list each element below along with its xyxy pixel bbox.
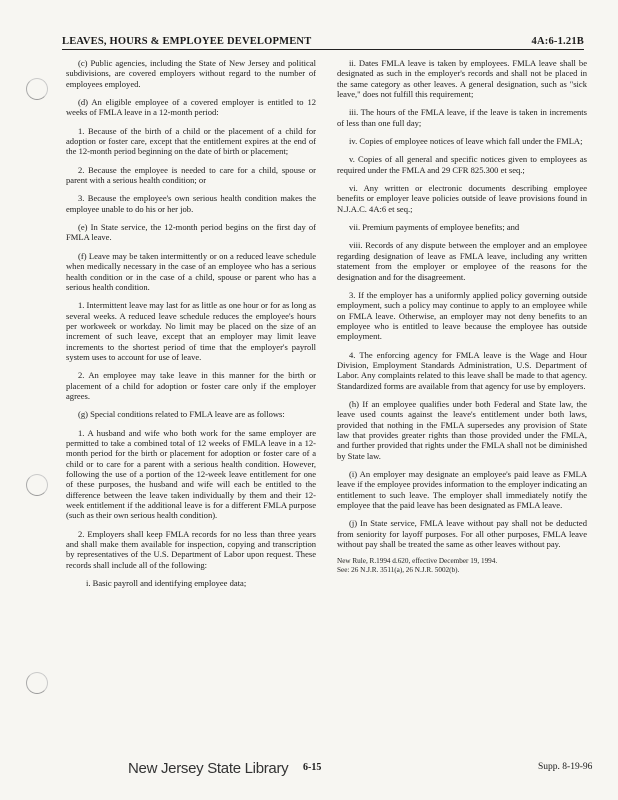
running-header xyxy=(62,36,584,50)
library-stamp: New Jersey State Library xyxy=(128,760,289,777)
paragraph-g-2-vi: vi. Any written or electronic documents describing employee benefits or employer leave policies outside of leave provisions found in N.J.A.C. 4A:6 et seq.; xyxy=(337,183,587,214)
history-note-citation: See: 26 N.J.R. 3511(a), 26 N.J.R. 5002(b). xyxy=(337,566,460,574)
paragraph-g-2: 2. Employers shall keep FMLA records for no less than three years and shall make them available for inspection, copying and transcription by representatives of the U.S. Department of Labor upon request. These records shall include all of the following: xyxy=(66,528,316,570)
paragraph-g: (g) Special conditions related to FMLA leave are as follows: xyxy=(78,409,285,420)
paragraph-f-1: 1. Intermittent leave may last for as little as one hour or for as long as several weeks. A reduced leave schedule reduces the employee's hours per workweek or workday. No limit may be placed on the size of an increment of such leave, except that an employer may limit leave increments to the shortest period of time that the employer's payroll system uses to account for use of leave. xyxy=(66,300,316,362)
paragraph-d-1: 1. Because of the birth of a child or the placement of a child for adoption or foster care, except that the entitlement expires at the end of the 12-month period beginning on the date of birth or placement; xyxy=(66,125,316,157)
paragraph-g-1: 1. A husband and wife who both work for the same employer are permitted to take a combined total of 12 weeks of FMLA leave in a 12-month period for the birth or placement for adoption or foster care of a child or to care for a parent with a serious health condition. However, following the use of a portion of the 12-week leave entitlement for one of these purposes, the husband and wife will each be entitled to the difference between the leave taken individually by them and their 12-week entitlement if the additional leave is for a different FMLA purpose (such as their own serious health condition). xyxy=(66,427,316,521)
supplement-date: Supp. 8-19-96 xyxy=(538,762,593,772)
paragraph-g-2-v: v. Copies of all general and specific notices given to employees as required under the FMLA and 29 CFR 825.300 et seq.; xyxy=(337,154,587,175)
punch-hole-mark xyxy=(26,474,48,496)
paragraph-g-4: 4. The enforcing agency for FMLA leave is the Wage and Hour Division, Employment Standards Administration, U.S. Department of Labor. Any complaints related to this leave shall be made to that agency. Standardized forms are available from that agency for use by employers. xyxy=(337,349,587,391)
paragraph-g-2-vii: vii. Premium payments of employee benefits; and xyxy=(349,222,520,233)
left-column xyxy=(66,58,316,596)
paragraph-d-2: 2. Because the employee is needed to care for a child, spouse or parent with a serious health condition; or xyxy=(66,164,316,186)
paragraph-g-2-iv: iv. Copies of employee notices of leave which fall under the FMLA; xyxy=(349,136,583,147)
paragraph-i: (i) An employer may designate an employee's paid leave as FMLA leave if the employee provides information to the employer indicating an entitlement to such leave. The employer shall immediately notify the employee that the paid leave has been designated as FMLA leave. xyxy=(337,469,587,511)
paragraph-g-2-i: i. Basic payroll and identifying employee data; xyxy=(86,578,247,589)
page-number: 6-15 xyxy=(303,762,322,773)
paragraph-j: (j) In State service, FMLA leave without pay shall not be deducted from seniority for layoff purposes. For all other purposes, FMLA leave without pay shall be treated the same as other leaves without pay. xyxy=(337,518,587,550)
paragraph-f-2: 2. An employee may take leave in this manner for the birth or placement of a child for adoption or foster care only if the employer agrees. xyxy=(66,370,316,401)
paragraph-c: (c) Public agencies, including the State of New Jersey and political subdivisions, are covered employers without regard to the number of employees employed. xyxy=(66,58,316,89)
right-column xyxy=(337,58,587,575)
paragraph-g-2-viii: viii. Records of any dispute between the employer and an employee regarding designation of leave as FMLA leave, including any written statement from the employer or employee of the reasons for the designation and for the disagreement. xyxy=(337,240,587,282)
paragraph-d-3: 3. Because the employee's own serious health condition makes the employee unable to do his or her job. xyxy=(66,193,316,214)
punch-hole-mark xyxy=(26,672,48,694)
paragraph-g-2-ii: ii. Dates FMLA leave is taken by employees. FMLA leave shall be designated as such in the employer's records and shall not be placed in the same category as other leaves. A general designation, such as "sick leave," does not fulfill this requirement; xyxy=(337,58,587,100)
history-note-rule: New Rule, R.1994 d.620, effective December 19, 1994. xyxy=(337,557,498,566)
paragraph-g-2-iii: iii. The hours of the FMLA leave, if the leave is taken in increments of less than one full day; xyxy=(337,107,587,128)
paragraph-d: (d) An eligible employee of a covered employer is entitled to 12 weeks of FMLA leave in a 12-month period: xyxy=(66,97,316,118)
header-section-number: 4A:6-1.21B xyxy=(531,36,584,47)
paragraph-e: (e) In State service, the 12-month period begins on the first day of FMLA leave. xyxy=(66,222,316,243)
paragraph-f: (f) Leave may be taken intermittently or on a reduced leave schedule when medically necessary in the case of an employee who has a serious health condition or in the case of a child, spouse or parent who has a serious health condition. xyxy=(66,250,316,292)
header-title: LEAVES, HOURS & EMPLOYEE DEVELOPMENT xyxy=(62,36,312,47)
paragraph-h: (h) If an employee qualifies under both Federal and State law, the leave used counts against the leave's entitlement under both laws, provided that nothing in the FMLA supersedes any provision of State law that provides greater rights than those provided under the FMLA, and further provided that rights under the FMLA shall not be diminished by State law. xyxy=(337,398,587,461)
paragraph-g-3: 3. If the employer has a uniformly applied policy governing outside employment, such a policy may continue to apply to an employee while on FMLA leave. Otherwise, an employer may not deny benefits to an employee who is entitled to leave because the employee has outside employment. xyxy=(337,289,587,342)
punch-hole-mark xyxy=(26,78,48,100)
